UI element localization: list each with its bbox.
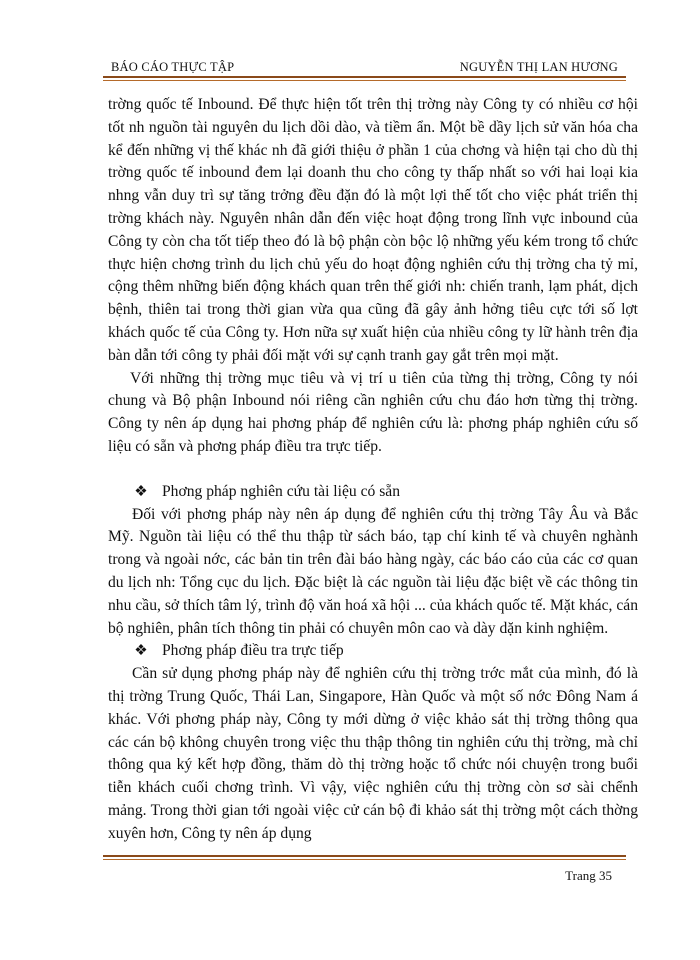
body-paragraph-2: Với những thị trờng mục tiêu và vị trí u tiên của từng thị trờng, Công ty nói chung và Bộ phận Inbound nói riêng cần nghiên cứu chu đáo hơn từng thị trờng. Công ty nên áp dụng hai phơng pháp để nghiên cứu là: phơng pháp nghiên cứu số liệu có sẵn và phơng pháp điều tra trực tiếp. bbox=[108, 369, 638, 455]
section-heading-2 bbox=[108, 640, 638, 663]
header-author-name: NGUYỄN THỊ LAN HƯƠNG bbox=[459, 60, 618, 74]
paragraph-spacer bbox=[108, 459, 638, 481]
diamond-bullet-icon: ❖ bbox=[134, 483, 148, 500]
header-rule-thin bbox=[103, 80, 626, 81]
section-1-body: Đối với phơng pháp này nên áp dụng để nghiên cứu thị trờng Tây Âu và Bắc Mỹ. Nguồn tài liệu có thể thu thập từ sách báo, tạp chí kinh tế và chuyên nghành trong và ngoài nớc, các bản tin trên đài báo hàng ngày, các báo cáo của các cơ quan du lịch nh: Tổng cục du lịch. Đặc biệt là các nguồn tài liệu đặc biệt về các thông tin nhu cầu, sở thích tâm lý, trình độ văn hoá xã hội ... của khách quốc tế. Mặt khác, cán bộ nghiên, phân tích thông tin phải có chuyên môn cao và dày dặn kinh nghiệm. bbox=[108, 505, 638, 637]
footer-rule-thick bbox=[103, 855, 626, 857]
page-body bbox=[108, 94, 638, 846]
section-heading-2-text: Phơng pháp điều tra trực tiếp bbox=[162, 642, 344, 660]
footer-rule-thin bbox=[103, 859, 626, 860]
header-report-title: BÁO CÁO THỰC TẬP bbox=[111, 60, 235, 74]
page-number: Trang 35 bbox=[565, 868, 612, 883]
section-2-body: Cần sử dụng phơng pháp này để nghiên cứu thị trờng trớc mắt của mình, đó là thị trờng Trung Quốc, Thái Lan, Singapore, Hàn Quốc và một số nớc Đông Nam á khác. Với phơng pháp này, Công ty mới dừng ở việc khảo sát thị trờng thông qua các cán bộ không chuyên trong việc thu thập thông tin nghiên cứu thị trờng, mà chỉ thông qua ký kết hợp đồng, thăm dò thị trờng hoặc tổ chức nói chuyện trong buổi tiễn khách cuối chơng trình. Vì vậy, việc nghiên cứu thị trờng còn sơ sài chểnh mảng. Trong thời gian tới ngoài việc cử cán bộ đi khảo sát thị trờng một cách thờng xuyên hơn, Công ty nên áp dụng bbox=[108, 665, 638, 842]
body-paragraph-1: trờng quốc tế Inbound. Để thực hiện tốt trên thị trờng này Công ty có nhiều cơ hội tốt nh nguồn tài nguyên du lịch dồi dào, và tiềm ẩn. Một bề dầy lịch sử văn hóa cha kể đến những vị thế khác nh đã giới thiệu ở phần 1 của chơng và hiện tại cho dù thị trờng quốc tế inbound đem lại doanh thu cho công ty thấp nhất so với hai loại kia nhng vẫn duy trì sự tăng trởng đều đặn đó là một lợi thế tốt cho việc phát triển thị trờng khách này. Nguyên nhân dẫn đến việc hoạt động trong lĩnh vực inbound của Công ty còn cha tốt tiếp theo đó là bộ phận còn bộc lộ những yếu kém trong tổ chức thực hiện chơng trình du lịch chủ yếu do hoạt động nghiên cứu thị trờng cha tỷ mỉ, cộng thêm những biến động khách quan trên thế giới nh: chiến tranh, lạm phát, dịch bệnh, thiên tai trong thời gian vừa qua cũng đã gây ảnh hởng tiêu cực tới số lợt khách quốc tế của Công ty. Hơn nữa sự xuất hiện của nhiều công ty lữ hành trên địa bàn dẫn tới công ty phải đối mặt với sự cạnh tranh gay gắt trên mọi mặt. bbox=[108, 96, 638, 364]
section-heading-1-text: Phơng pháp nghiên cứu tài liệu có sẵn bbox=[162, 482, 400, 500]
page-header bbox=[103, 58, 626, 78]
header-rule-thick bbox=[103, 76, 626, 78]
diamond-bullet-icon: ❖ bbox=[134, 643, 148, 660]
section-heading-1 bbox=[108, 481, 638, 504]
